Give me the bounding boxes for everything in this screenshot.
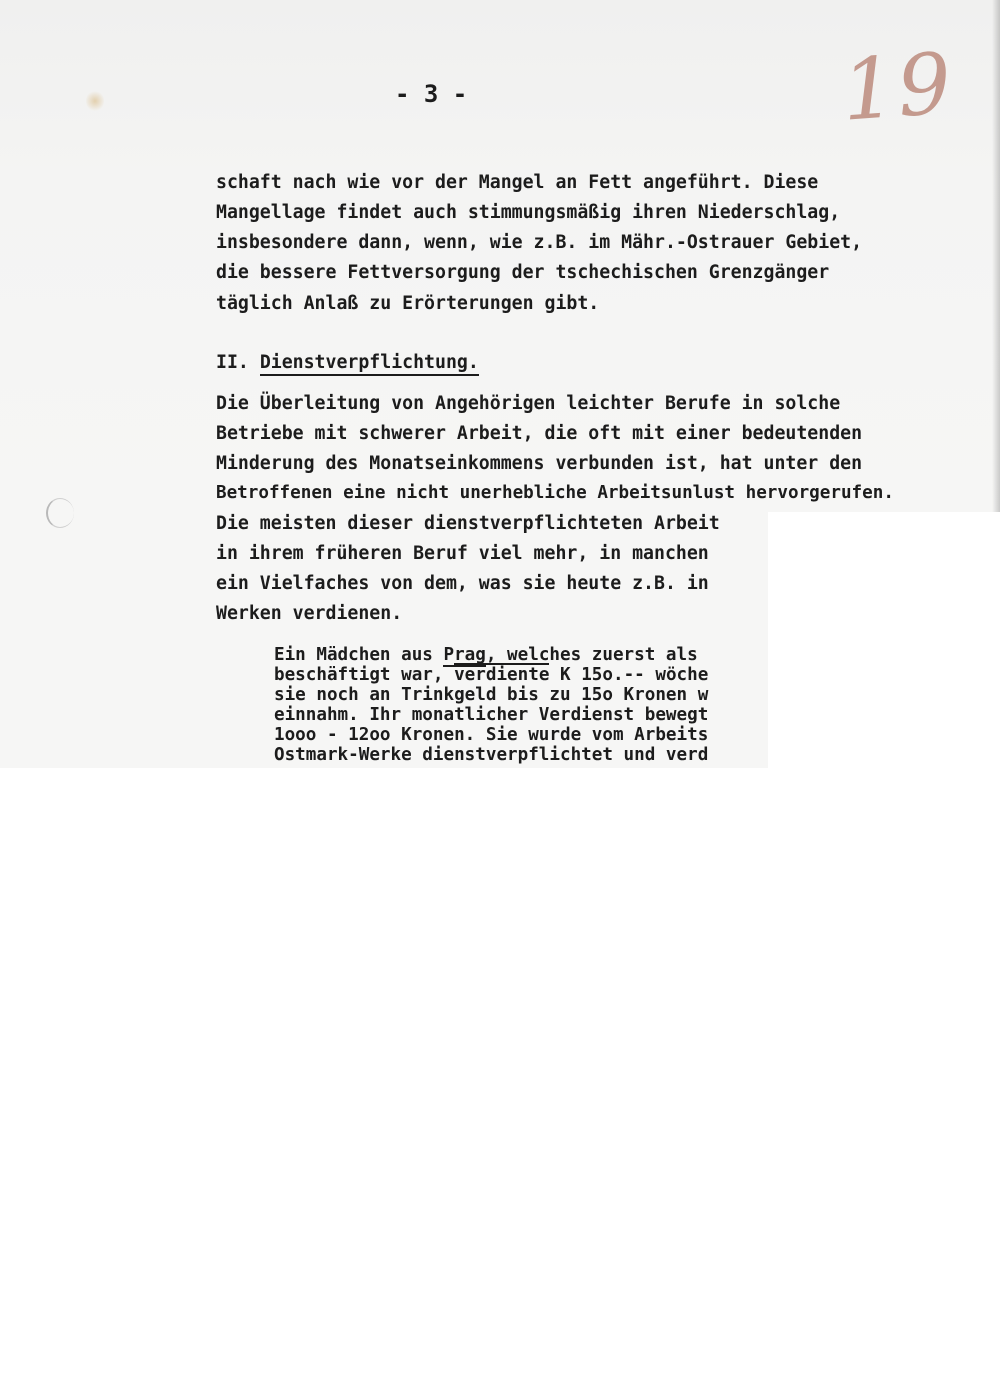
underlined-place-name: Prag bbox=[443, 645, 486, 665]
example-text: K 15o.-- wöche bbox=[549, 665, 709, 685]
handwritten-archive-number: 19 bbox=[838, 34, 957, 140]
paragraph-2-line: Betriebe mit schwerer Arbeit, die oft mit einer bedeutenden bbox=[216, 423, 863, 444]
paragraph-2-line: Die Überleitung von Angehörigen leichter Berufe in solche bbox=[216, 393, 841, 414]
paragraph-2-line: ein Vielfaches von dem, was sie heute z.B. in bbox=[216, 573, 709, 594]
paragraph-1-line: schaft nach wie vor der Mangel an Fett angeführt. Diese bbox=[216, 172, 819, 193]
lower-text-region bbox=[0, 0, 768, 768]
paragraph-2-line: Betroffenen eine nicht unerhebliche Arbeitsunlust hervorgerufen. bbox=[216, 483, 894, 503]
paragraph-1-line: insbesondere dann, wenn, wie z.B. im Mähr.-Ostrauer Gebiet, bbox=[216, 232, 863, 253]
overlined-word: verdiente bbox=[454, 665, 550, 685]
section-number: II. bbox=[216, 352, 249, 373]
example-line bbox=[274, 665, 708, 685]
example-text: , welches zuerst als bbox=[485, 645, 698, 665]
paragraph-2-line: Minderung des Monatseinkommens verbunden ist, hat unter den bbox=[216, 453, 863, 474]
example-line bbox=[274, 645, 698, 665]
page-number: - 3 - bbox=[395, 80, 468, 108]
paragraph-2-line: in ihrem früheren Beruf viel mehr, in manchen bbox=[216, 543, 709, 564]
example-text: Ein Mädchen aus bbox=[274, 645, 444, 665]
example-line: 1ooo - 12oo Kronen. Sie wurde vom Arbeits bbox=[274, 725, 709, 745]
paragraph-2-line: Die meisten dieser dienstverpflichteten Arbeit bbox=[216, 513, 720, 534]
example-line: einnahm. Ihr monatlicher Verdienst bewegt bbox=[274, 705, 709, 725]
paragraph-1-line: Mangellage findet auch stimmungsmäßig ihren Niederschlag, bbox=[216, 202, 841, 223]
example-line: sie noch an Trinkgeld bis zu 15o Kronen w bbox=[274, 685, 709, 705]
paragraph-2-line: Werken verdienen. bbox=[216, 603, 403, 624]
section-title: Dienstverpflichtung. bbox=[260, 352, 479, 376]
example-text: beschäftigt war, bbox=[274, 665, 455, 685]
example-line: Ostmark-Werke dienstverpflichtet und verd bbox=[274, 745, 709, 765]
paragraph-1-line: täglich Anlaß zu Erörterungen gibt. bbox=[216, 293, 600, 314]
paragraph-1-line: die bessere Fettversorgung der tschechischen Grenzgänger bbox=[216, 262, 830, 283]
